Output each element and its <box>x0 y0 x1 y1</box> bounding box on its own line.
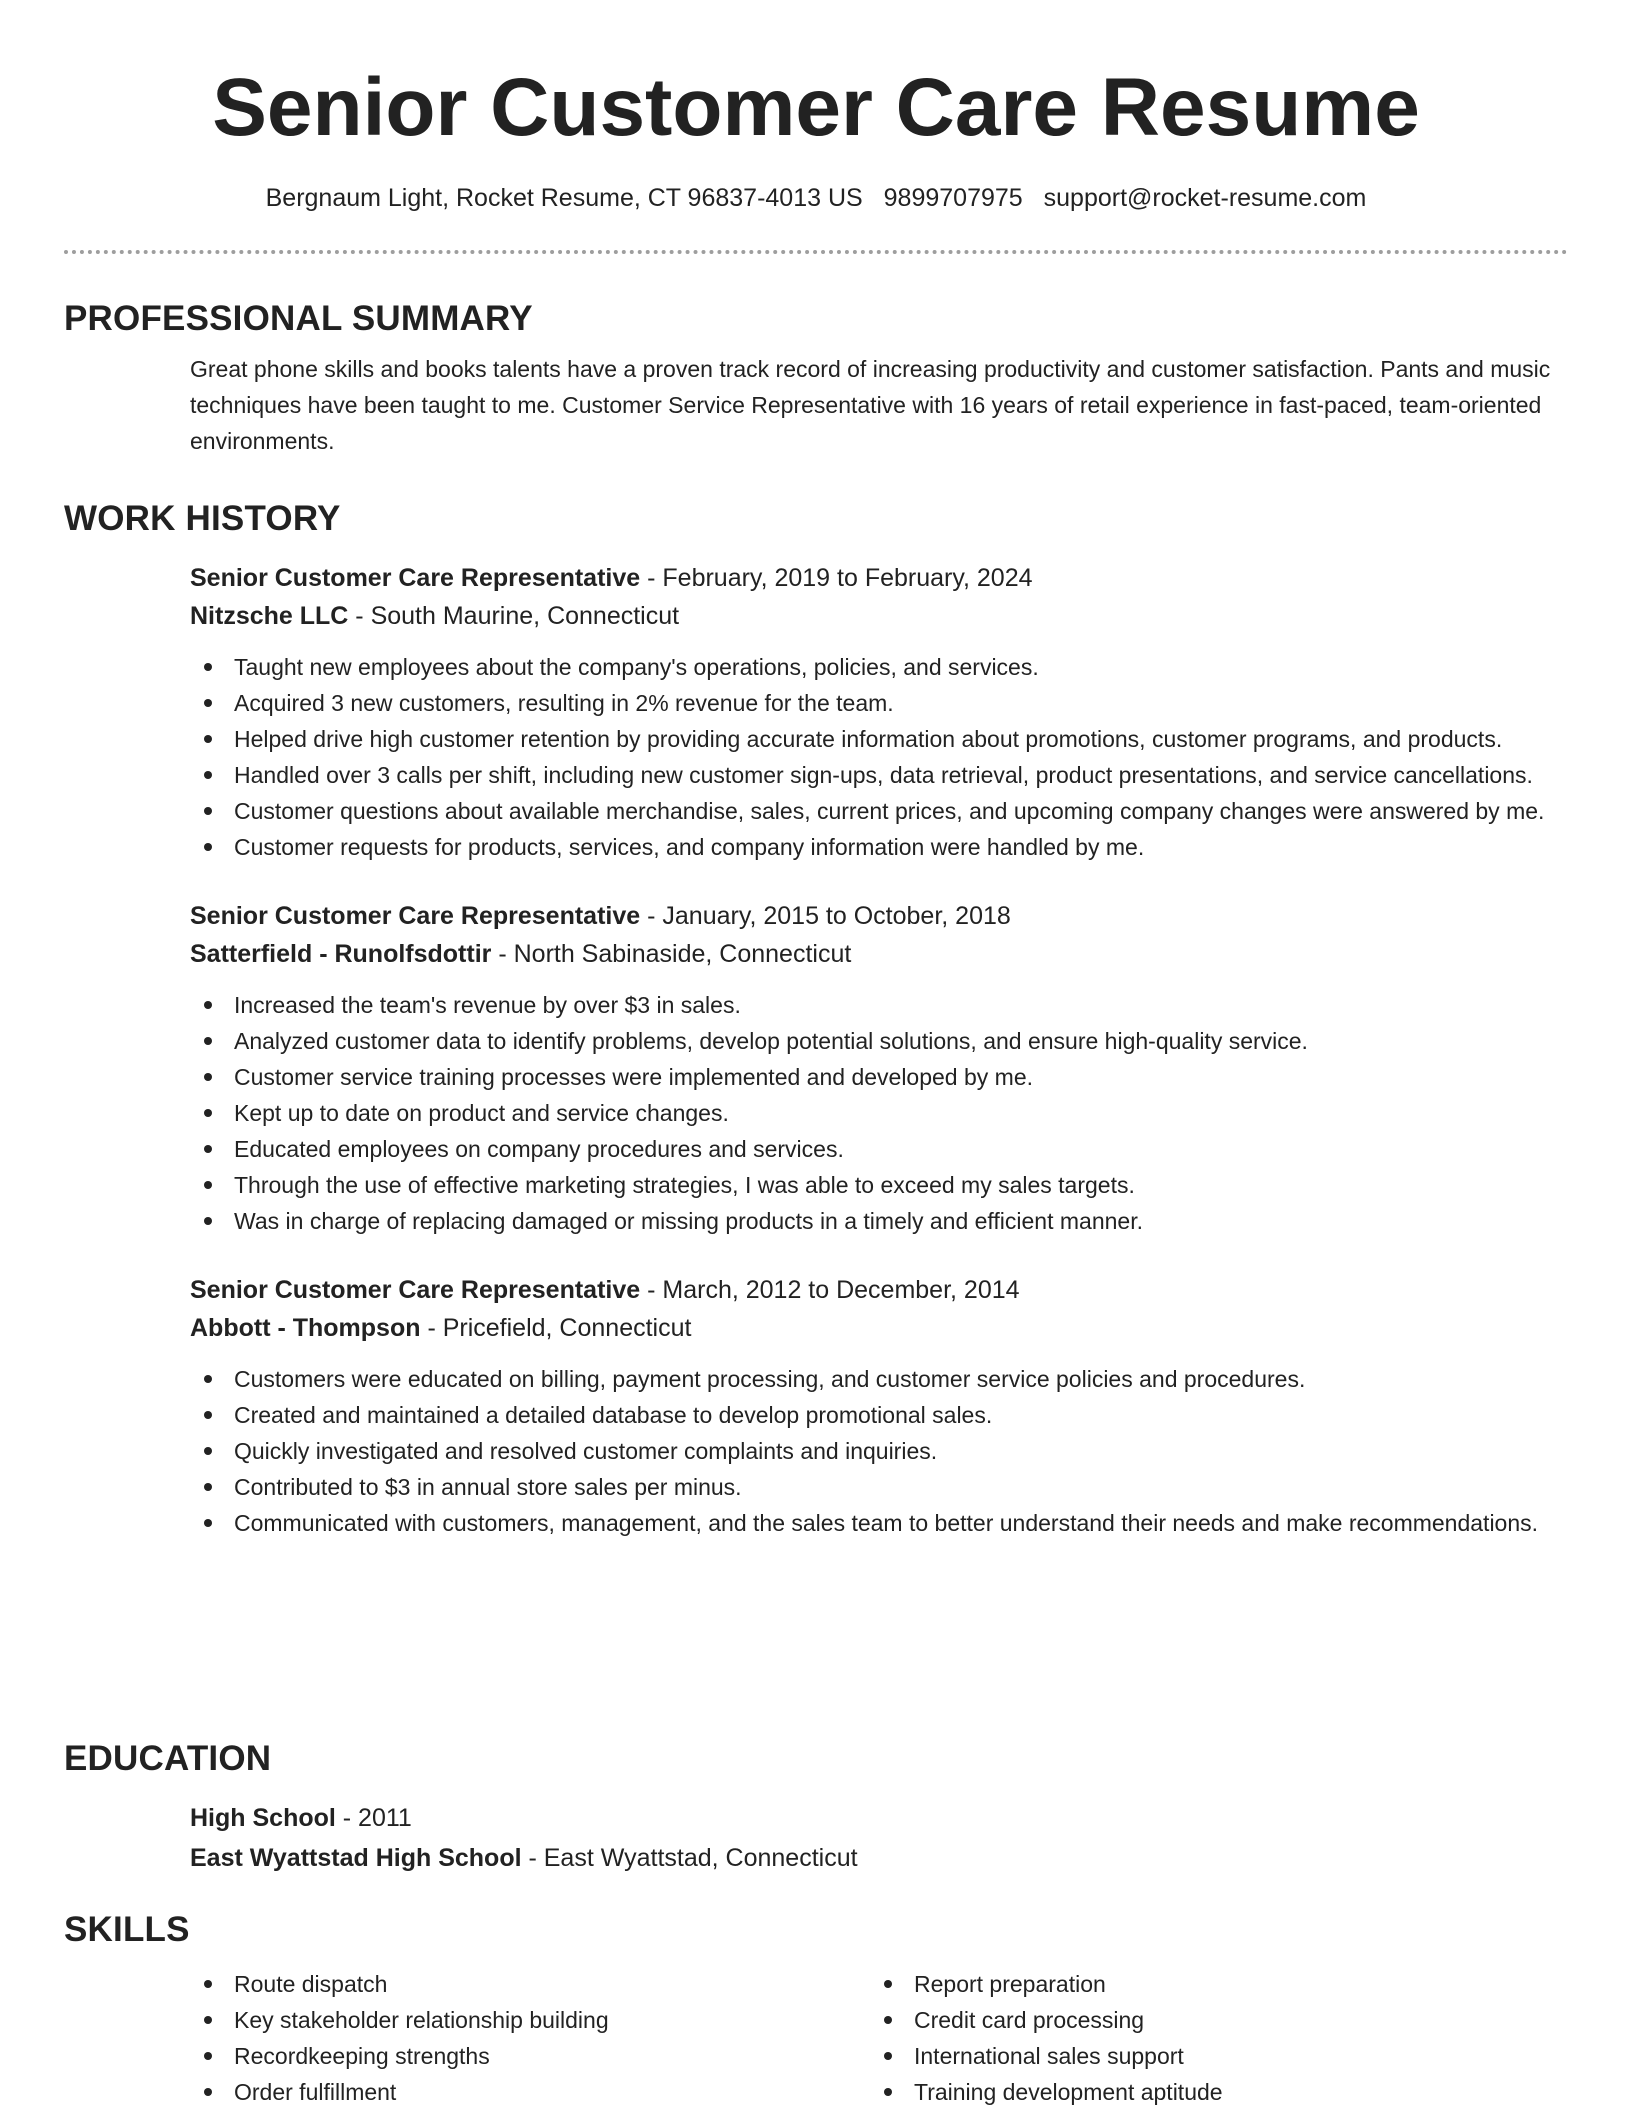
summary-heading: PROFESSIONAL SUMMARY <box>64 299 533 338</box>
contact-address: Bergnaum Light, Rocket Resume, CT 96837-4013 US <box>265 184 863 212</box>
list-item: Credit card processing <box>870 2002 1550 2038</box>
skills-right-column <box>870 1966 1550 2110</box>
job-bullets <box>190 1361 1568 1541</box>
job-company: Nitzsche LLC <box>190 602 349 630</box>
job-location: - Pricefield, Connecticut <box>420 1314 692 1342</box>
list-item: Increased the team's revenue by over $3 in sales. <box>190 987 1568 1023</box>
bullet-icon <box>204 2016 212 2024</box>
job-title-line <box>190 1271 1568 1309</box>
list-item: Contributed to $3 in annual store sales per minus. <box>190 1469 1568 1505</box>
job-company-line <box>190 597 1568 635</box>
skills-left-column <box>190 1966 870 2110</box>
job-company-line <box>190 1309 1568 1347</box>
bullet-icon <box>884 2088 892 2096</box>
bullet-icon <box>204 1001 212 1009</box>
job-dates: - January, 2015 to October, 2018 <box>640 902 1011 930</box>
job-bullets <box>190 987 1568 1239</box>
job-entry <box>190 559 1568 865</box>
list-item: Recordkeeping strengths <box>190 2038 870 2074</box>
list-item: Key stakeholder relationship building <box>190 2002 870 2038</box>
bullet-icon <box>204 1217 212 1225</box>
list-item: Customer questions about available merchandise, sales, current prices, and upcoming company changes were answered by me. <box>190 793 1568 829</box>
bullet-icon <box>204 2052 212 2060</box>
education-location: - East Wyattstad, Connecticut <box>521 1844 858 1872</box>
resume-title: Senior Customer Care Resume <box>212 62 1420 153</box>
work-history-section <box>64 497 1568 1541</box>
bullet-icon <box>884 2016 892 2024</box>
job-dates: - February, 2019 to February, 2024 <box>640 564 1033 592</box>
bullet-icon <box>204 1181 212 1189</box>
job-dates: - March, 2012 to December, 2014 <box>640 1276 1020 1304</box>
list-item: Report preparation <box>870 1966 1550 2002</box>
bullet-icon <box>204 807 212 815</box>
job-company: Abbott - Thompson <box>190 1314 421 1342</box>
job-title: Senior Customer Care Representative <box>190 1276 641 1304</box>
job-title: Senior Customer Care Representative <box>190 564 641 592</box>
bullet-icon <box>204 771 212 779</box>
list-item: Acquired 3 new customers, resulting in 2% revenue for the team. <box>190 685 1568 721</box>
bullet-icon <box>204 1483 212 1491</box>
job-company: Satterfield - Runolfsdottir <box>190 940 492 968</box>
list-item: Customer requests for products, services, and company information were handled by me. <box>190 829 1568 865</box>
job-entry <box>190 897 1568 1239</box>
education-degree-line <box>190 1799 1568 1837</box>
bullet-icon <box>204 843 212 851</box>
bullet-icon <box>204 663 212 671</box>
job-title-line <box>190 897 1568 935</box>
contact-phone: 9899707975 <box>883 184 1023 212</box>
bullet-icon <box>204 2088 212 2096</box>
job-location: - North Sabinaside, Connecticut <box>491 940 852 968</box>
education-degree: High School <box>190 1804 336 1832</box>
list-item: Created and maintained a detailed database to develop promotional sales. <box>190 1397 1568 1433</box>
job-company-line <box>190 935 1568 973</box>
bullet-icon <box>884 1980 892 1988</box>
job-title-line <box>190 559 1568 597</box>
bullet-icon <box>204 699 212 707</box>
job-location: - South Maurine, Connecticut <box>348 602 680 630</box>
summary-text: Great phone skills and books talents have a proven track record of increasing productivity and customer satisfaction. Pants and music techniques have been taught to me. Customer Service Representative with 16 years of retail experience in fast-paced, team-oriented environments. <box>190 356 1551 454</box>
list-item: International sales support <box>870 2038 1550 2074</box>
work-history-content <box>190 559 1568 1541</box>
list-item: Customers were educated on billing, payment processing, and customer service policies and procedures. <box>190 1361 1568 1397</box>
list-item: Taught new employees about the company's operations, policies, and services. <box>190 649 1568 685</box>
skills-section <box>64 1908 1568 2110</box>
list-item: Educated employees on company procedures and services. <box>190 1131 1568 1167</box>
list-item: Order fulfillment <box>190 2074 870 2110</box>
list-item: Analyzed customer data to identify problems, develop potential solutions, and ensure high-quality service. <box>190 1023 1568 1059</box>
list-item: Communicated with customers, management, and the sales team to better understand their needs and make recommendations. <box>190 1505 1568 1541</box>
summary-section <box>64 297 1568 459</box>
contact-email: support@rocket-resume.com <box>1043 184 1367 212</box>
job-entry <box>190 1271 1568 1541</box>
list-item: Helped drive high customer retention by providing accurate information about promotions, customer programs, and products. <box>190 721 1568 757</box>
education-heading: EDUCATION <box>64 1739 272 1778</box>
list-item: Route dispatch <box>190 1966 870 2002</box>
education-school-line <box>190 1839 1568 1877</box>
job-title: Senior Customer Care Representative <box>190 902 641 930</box>
education-year: - 2011 <box>335 1804 412 1832</box>
summary-content <box>190 351 1568 459</box>
contact-line <box>0 180 1632 216</box>
bullet-icon <box>204 1145 212 1153</box>
list-item: Training development aptitude <box>870 2074 1550 2110</box>
skills-grid <box>190 1966 1568 2110</box>
bullet-icon <box>204 1073 212 1081</box>
bullet-icon <box>204 1519 212 1527</box>
list-item: Kept up to date on product and service changes. <box>190 1095 1568 1131</box>
bullet-icon <box>204 1375 212 1383</box>
skills-heading: SKILLS <box>64 1910 190 1949</box>
list-item: Was in charge of replacing damaged or missing products in a timely and efficient manner. <box>190 1203 1568 1239</box>
bullet-icon <box>204 1037 212 1045</box>
bullet-icon <box>204 1411 212 1419</box>
list-item: Customer service training processes were implemented and developed by me. <box>190 1059 1568 1095</box>
education-school: East Wyattstad High School <box>190 1844 522 1872</box>
bullet-icon <box>204 1980 212 1988</box>
list-item: Handled over 3 calls per shift, including new customer sign-ups, data retrieval, product presentations, and service cancellations. <box>190 757 1568 793</box>
bullet-icon <box>204 735 212 743</box>
job-bullets <box>190 649 1568 865</box>
list-item: Quickly investigated and resolved customer complaints and inquiries. <box>190 1433 1568 1469</box>
bullet-icon <box>204 1109 212 1117</box>
header-divider <box>64 250 1568 254</box>
education-section <box>64 1737 1568 1877</box>
bullet-icon <box>204 1447 212 1455</box>
bullet-icon <box>884 2052 892 2060</box>
work-history-heading: WORK HISTORY <box>64 499 341 538</box>
list-item: Through the use of effective marketing strategies, I was able to exceed my sales targets. <box>190 1167 1568 1203</box>
education-content <box>190 1799 1568 1877</box>
